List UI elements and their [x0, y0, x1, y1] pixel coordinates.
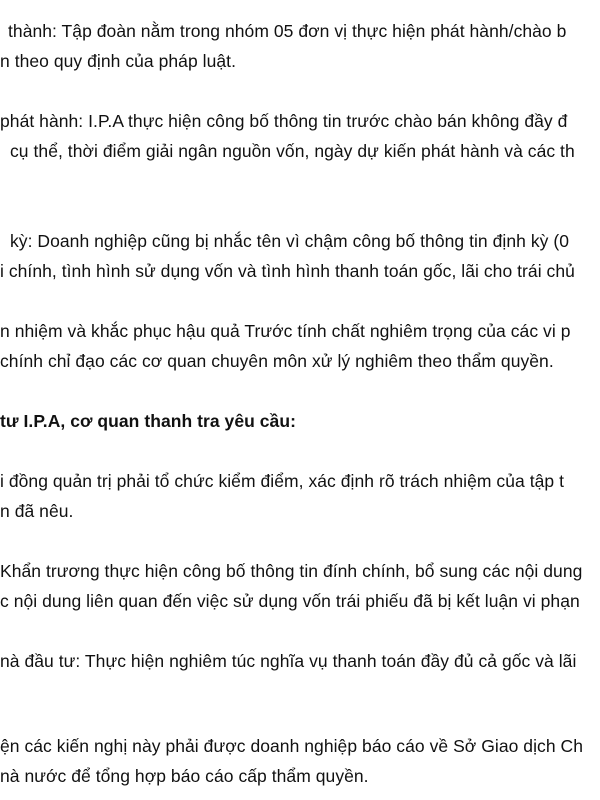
text-line: n đã nêu. — [0, 501, 74, 521]
section-heading: tư I.P.A, cơ quan thanh tra yêu cầu: — [0, 411, 296, 431]
text-line: Khẩn trương thực hiện công bố thông tin đính chính, bổ sung các nội dung — [0, 561, 583, 581]
text-line: cụ thể, thời điểm giải ngân nguồn vốn, ngày dự kiến phát hành và các th — [10, 141, 575, 161]
text-line: phát hành: I.P.A thực hiện công bố thông tin trước chào bán không đầy đ — [0, 111, 568, 131]
text-line: i chính, tình hình sử dụng vốn và tình hình thanh toán gốc, lãi cho trái chủ — [0, 261, 575, 281]
text-line: chính chỉ đạo các cơ quan chuyên môn xử lý nghiêm theo thẩm quyền. — [0, 351, 554, 371]
text-line: kỳ: Doanh nghiệp cũng bị nhắc tên vì chậm công bố thông tin định kỳ (0 — [10, 231, 569, 251]
text-line: c nội dung liên quan đến việc sử dụng vốn trái phiếu đã bị kết luận vi phạn — [0, 591, 580, 611]
text-line: nà nước để tổng hợp báo cáo cấp thẩm quyền. — [0, 766, 369, 786]
text-line: thành: Tập đoàn nằm trong nhóm 05 đơn vị thực hiện phát hành/chào b — [8, 21, 567, 41]
text-line: n theo quy định của pháp luật. — [0, 51, 236, 71]
text-line: ện các kiến nghị này phải được doanh nghiệp báo cáo về Sở Giao dịch Ch — [0, 736, 583, 756]
text-line: i đồng quản trị phải tổ chức kiểm điểm, xác định rõ trách nhiệm của tập t — [0, 471, 564, 491]
text-line: n nhiệm và khắc phục hậu quả Trước tính chất nghiêm trọng của các vi p — [0, 321, 571, 341]
text-line: nà đầu tư: Thực hiện nghiêm túc nghĩa vụ thanh toán đầy đủ cả gốc và lãi — [0, 651, 577, 671]
